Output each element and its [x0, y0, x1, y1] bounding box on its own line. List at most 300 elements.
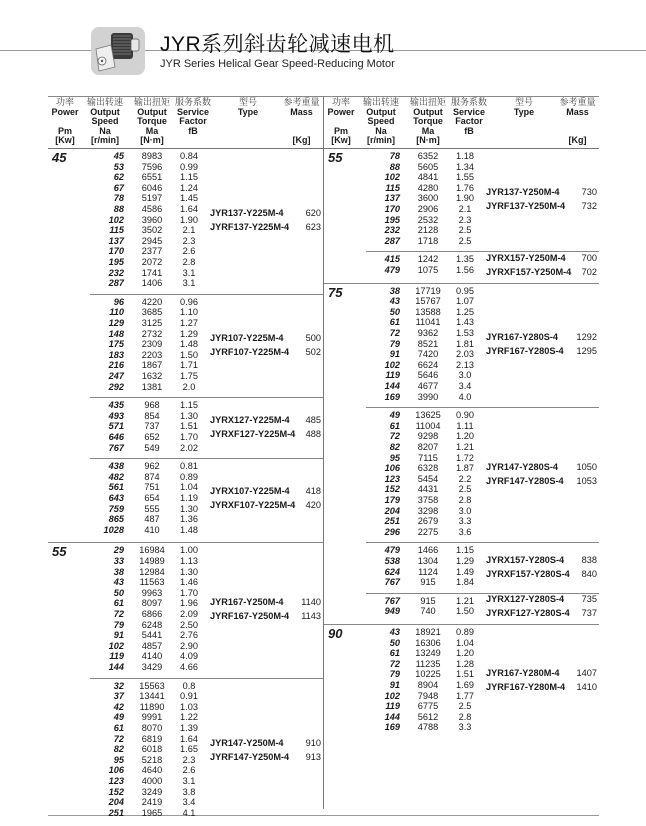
output-speed: 643	[108, 492, 124, 503]
output-speed: 415	[384, 254, 400, 265]
table-row	[324, 215, 484, 226]
table-row	[48, 193, 208, 204]
output-speed: 296	[384, 526, 400, 537]
service-factor: 4.0	[458, 391, 472, 402]
output-speed: 61	[389, 648, 400, 659]
model-mass: 500	[305, 332, 321, 343]
table-row	[48, 662, 208, 673]
output-torque: 8983	[141, 151, 163, 161]
service-factor: 1.27	[180, 317, 198, 328]
output-speed: 50	[113, 587, 124, 598]
model-group-rows	[324, 545, 484, 587]
column-header-en: Output	[137, 106, 167, 117]
output-speed: 170	[108, 246, 124, 257]
service-factor: 1.55	[456, 172, 474, 183]
model-mass: 1410	[576, 682, 597, 692]
output-torque: 6352	[417, 151, 439, 161]
service-factor: 1.15	[456, 545, 474, 556]
output-speed: 102	[384, 172, 400, 183]
table-row	[324, 463, 484, 474]
service-factor: 2.3	[182, 235, 196, 246]
service-factor: 3.4	[182, 797, 196, 808]
table-row	[324, 627, 484, 638]
column-header	[358, 98, 404, 146]
model-mass: 485	[305, 414, 321, 425]
model-entry	[210, 609, 323, 623]
output-torque: 737	[144, 421, 160, 432]
column-header-cn: 型号	[514, 97, 533, 107]
output-speed: 144	[384, 380, 400, 391]
service-factor: 4.66	[180, 661, 198, 672]
output-torque: 8070	[141, 722, 163, 733]
model-entry	[210, 498, 323, 512]
service-factor: 1.07	[456, 296, 474, 307]
table-row	[48, 268, 208, 279]
service-factor: 1.21	[456, 441, 474, 452]
output-speed: 169	[384, 722, 400, 733]
model-mass: 420	[305, 500, 321, 511]
output-torque: 549	[144, 442, 160, 453]
column-header-unit: [Kw]	[55, 135, 75, 146]
output-torque: 1242	[417, 254, 439, 265]
model-mass: 1143	[301, 611, 321, 621]
output-torque: 9298	[417, 431, 439, 442]
output-torque: 874	[144, 471, 160, 482]
model-group-rule	[90, 678, 323, 679]
table-row	[48, 236, 208, 247]
output-speed: 78	[389, 151, 400, 161]
output-speed: 148	[108, 328, 124, 339]
service-factor: 2.1	[458, 203, 472, 214]
service-factor: 0.8	[182, 680, 196, 691]
table-row	[324, 516, 484, 527]
output-torque: 5197	[141, 193, 163, 204]
column-header	[48, 98, 82, 146]
model-mass: 1140	[301, 597, 321, 607]
model-entry	[210, 736, 323, 750]
output-torque: 410	[144, 524, 160, 535]
service-factor: 3.1	[182, 267, 196, 278]
output-torque: 5218	[141, 754, 163, 765]
page-subtitle: JYR Series Helical Gear Speed-Reducing Motor	[160, 58, 395, 70]
table-row	[48, 755, 208, 766]
model-mass: 1407	[576, 668, 597, 678]
service-factor: 2.5	[458, 225, 472, 236]
service-factor: 0.81	[180, 461, 198, 472]
service-factor: 1.81	[456, 338, 474, 349]
column-header-en: Mass	[566, 106, 589, 117]
table-row	[48, 712, 208, 723]
output-speed: 538	[384, 555, 400, 566]
column-header-cn: 型号	[238, 97, 257, 107]
model-mass: 910	[305, 737, 321, 748]
output-speed: 61	[113, 598, 124, 609]
model-type: JYRX127-Y225M-4	[210, 414, 290, 425]
output-speed: 106	[108, 765, 124, 776]
output-speed: 102	[384, 359, 400, 370]
output-speed: 43	[113, 577, 124, 588]
output-speed: 32	[113, 680, 124, 691]
output-speed: 62	[113, 172, 124, 183]
output-speed: 43	[389, 296, 400, 307]
service-factor: 3.3	[458, 722, 472, 733]
service-factor: 4.1	[182, 807, 196, 818]
model-type: JYR167-Y280S-4	[486, 331, 559, 342]
output-speed: 72	[389, 658, 400, 669]
model-group-rows	[324, 627, 484, 733]
service-factor: 1.96	[180, 598, 198, 609]
model-group-rows	[48, 461, 208, 535]
output-torque: 1718	[417, 235, 439, 246]
output-speed: 61	[113, 722, 124, 733]
table-row	[324, 183, 484, 194]
service-factor: 1.69	[456, 679, 474, 690]
table-row	[324, 722, 484, 733]
output-torque: 15767	[415, 296, 441, 307]
table-row	[48, 461, 208, 472]
service-factor: 1.50	[456, 606, 474, 617]
table-row	[48, 691, 208, 702]
table-row	[324, 410, 484, 421]
output-speed: 106	[384, 463, 400, 474]
table-row	[48, 421, 208, 432]
model-entry	[486, 251, 599, 265]
column-header-symbol: Ma	[145, 125, 159, 136]
service-factor: 2.09	[180, 608, 198, 619]
output-speed: 129	[108, 317, 124, 328]
output-speed: 115	[385, 182, 400, 193]
service-factor: 2.03	[456, 349, 474, 360]
table-row	[48, 808, 208, 819]
column-header-en: Output	[366, 106, 396, 117]
output-speed: 767	[384, 577, 400, 588]
column-header-en: Output	[90, 106, 120, 117]
table-row	[324, 317, 484, 328]
table-row	[48, 225, 208, 236]
output-speed: 45	[113, 151, 124, 161]
output-speed: 102	[108, 640, 124, 651]
table-row	[48, 577, 208, 588]
output-speed: 119	[385, 370, 400, 381]
table-row	[324, 567, 484, 578]
table-row	[48, 339, 208, 350]
service-factor: 1.18	[456, 151, 474, 161]
column-header-en: Power	[327, 106, 355, 117]
model-group-rows	[324, 151, 484, 246]
column-header	[218, 98, 278, 136]
service-factor: 3.0	[458, 505, 472, 516]
output-speed: 50	[389, 306, 400, 317]
model-mass: 735	[581, 594, 597, 605]
output-speed: 91	[113, 630, 124, 641]
output-speed: 232	[384, 225, 400, 236]
column-header-cn: 服务系数	[174, 97, 211, 107]
table-row	[324, 638, 484, 649]
service-factor: 2.0	[182, 381, 196, 392]
output-speed: 479	[384, 264, 400, 275]
model-mass: 730	[581, 186, 597, 197]
output-speed: 251	[108, 807, 124, 818]
service-factor: 3.8	[182, 786, 196, 797]
service-factor: 0.91	[180, 691, 198, 702]
output-speed: 91	[389, 349, 400, 360]
model-entry	[486, 567, 599, 581]
column-header-cn: 服务系数	[450, 97, 487, 107]
model-group-rows	[324, 286, 484, 403]
output-torque: 17719	[415, 285, 441, 296]
model-type: JYRXF157-Y280S-4	[486, 568, 570, 579]
table-row	[324, 442, 484, 453]
model-group-rows	[48, 681, 208, 819]
service-factor: 1.39	[180, 722, 198, 733]
output-torque: 968	[144, 400, 160, 411]
column-header	[556, 98, 599, 146]
output-speed: 175	[108, 339, 124, 350]
model-type: JYR167-Y280M-4	[486, 668, 560, 678]
output-torque: 3960	[141, 214, 163, 225]
service-factor: 2.13	[456, 359, 474, 370]
model-mass: 732	[581, 200, 597, 211]
column-header	[324, 98, 358, 146]
output-speed: 49	[113, 712, 124, 723]
model-mass: 620	[305, 207, 321, 218]
model-entry	[486, 606, 599, 620]
output-torque: 2679	[417, 516, 439, 527]
service-factor: 1.25	[456, 306, 474, 317]
table-row	[324, 236, 484, 247]
output-torque: 751	[144, 482, 160, 493]
service-factor: 3.1	[182, 775, 196, 786]
table-row	[324, 307, 484, 318]
output-speed: 292	[108, 381, 124, 392]
table-row	[324, 648, 484, 659]
model-mass: 702	[581, 267, 597, 277]
service-factor: 2.5	[458, 701, 472, 712]
output-torque: 8097	[141, 598, 163, 609]
table-row	[48, 278, 208, 289]
model-entry	[486, 474, 599, 488]
output-torque: 1075	[417, 264, 439, 275]
output-speed: 38	[389, 285, 400, 296]
table-row	[324, 577, 484, 588]
table-row	[48, 609, 208, 620]
output-torque: 5605	[417, 161, 439, 172]
model-mass: 840	[581, 568, 597, 579]
table-row	[324, 370, 484, 381]
model-entry	[486, 330, 599, 344]
output-torque: 2203	[141, 349, 163, 360]
table-row	[48, 723, 208, 734]
service-factor: 1.15	[180, 400, 198, 411]
power-group-rule	[48, 542, 323, 543]
model-group-rule	[90, 294, 323, 295]
service-factor: 1.04	[456, 637, 474, 648]
service-factor: 2.02	[180, 442, 198, 453]
service-factor: 1.24	[180, 182, 198, 193]
column-header	[450, 98, 488, 136]
table-row	[48, 787, 208, 798]
model-type: JYRF147-Y280S-4	[486, 475, 564, 486]
output-torque: 3429	[141, 661, 163, 672]
output-torque: 962	[144, 461, 160, 472]
table-row	[324, 151, 484, 162]
column-header-symbol	[494, 127, 554, 137]
output-torque: 7948	[417, 690, 439, 701]
output-speed: 110	[109, 307, 124, 318]
column-header-symbol	[218, 127, 278, 137]
output-speed: 287	[384, 235, 400, 246]
service-factor: 1.65	[180, 744, 198, 755]
output-speed: 79	[389, 669, 400, 680]
table-row	[48, 472, 208, 483]
output-speed: 183	[108, 349, 124, 360]
model-type: JYR167-Y250M-4	[210, 597, 284, 607]
model-group-rows	[48, 297, 208, 392]
table-row	[48, 183, 208, 194]
table-row	[324, 328, 484, 339]
table-row	[324, 225, 484, 236]
table-row	[48, 297, 208, 308]
service-factor: 1.46	[180, 577, 198, 588]
column-header-symbol: fB	[464, 125, 474, 136]
table-row	[324, 606, 484, 617]
output-speed: 144	[108, 661, 124, 672]
service-factor: 2.1	[182, 225, 196, 236]
model-type: JYRXF157-Y250M-4	[486, 267, 572, 277]
output-torque: 7115	[418, 452, 438, 463]
output-torque: 16306	[415, 637, 441, 648]
service-factor: 1.75	[180, 370, 198, 381]
column-header-unit: [N·m]	[416, 135, 440, 146]
gear-motor-image	[91, 27, 145, 75]
model-type: JYRF167-Y280S-4	[486, 345, 564, 356]
table-row	[48, 545, 208, 556]
output-speed: 88	[389, 161, 400, 172]
output-torque: 14989	[139, 555, 165, 566]
model-group-rows	[48, 545, 208, 672]
table-row	[48, 651, 208, 662]
output-torque: 2128	[417, 225, 439, 236]
model-mass: 838	[581, 554, 597, 565]
service-factor: 1.43	[456, 317, 474, 328]
model-list	[486, 553, 599, 581]
table-row	[324, 392, 484, 403]
table-row	[48, 493, 208, 504]
service-factor: 2.8	[182, 256, 196, 267]
output-torque: 915	[420, 577, 436, 588]
column-header-cn: 参考重量	[559, 97, 596, 107]
model-entry	[210, 220, 323, 234]
table-row	[324, 484, 484, 495]
column-header	[174, 98, 212, 136]
service-factor: 2.50	[180, 619, 198, 630]
output-torque: 6328	[417, 463, 439, 474]
output-torque: 1741	[141, 267, 163, 278]
model-entry	[210, 484, 323, 498]
model-mass: 913	[305, 751, 321, 762]
column-header-en: Speed	[91, 116, 119, 127]
table-row	[324, 339, 484, 350]
table-row	[48, 151, 208, 162]
table-row	[48, 443, 208, 454]
output-torque: 3600	[417, 193, 439, 204]
output-speed: 170	[384, 203, 400, 214]
model-group-rows	[48, 151, 208, 289]
model-list	[210, 736, 323, 764]
table-row	[48, 734, 208, 745]
model-entry	[210, 345, 323, 359]
service-factor: 0.96	[180, 296, 198, 307]
output-torque: 4677	[417, 380, 439, 391]
output-speed: 759	[108, 503, 124, 514]
column-header	[128, 98, 176, 146]
service-factor: 1.90	[180, 214, 198, 225]
service-factor: 1.30	[180, 503, 198, 514]
model-list	[210, 206, 323, 234]
service-factor: 1.76	[456, 182, 474, 193]
output-speed: 82	[389, 441, 400, 452]
table-row	[48, 598, 208, 609]
output-torque: 740	[420, 606, 436, 617]
column-header-cn: 参考重量	[283, 97, 320, 107]
table-row	[48, 744, 208, 755]
output-speed: 72	[389, 327, 400, 338]
output-torque: 4586	[141, 203, 163, 214]
table-row	[324, 349, 484, 360]
output-speed: 79	[113, 619, 124, 630]
output-speed: 169	[384, 391, 400, 402]
table-row	[324, 659, 484, 670]
output-speed: 624	[384, 566, 400, 577]
table-row	[48, 215, 208, 226]
table-row	[324, 204, 484, 215]
output-torque: 6866	[141, 608, 163, 619]
output-torque: 4280	[417, 182, 439, 193]
output-torque: 7596	[141, 161, 163, 172]
service-factor: 2.5	[458, 235, 472, 246]
model-type: JYR137-Y250M-4	[486, 186, 560, 197]
output-speed: 91	[389, 679, 400, 690]
output-speed: 646	[108, 431, 124, 442]
model-mass: 502	[305, 346, 321, 357]
output-torque: 18921	[415, 627, 441, 637]
output-torque: 1632	[141, 370, 163, 381]
power-group-rule	[324, 624, 599, 625]
service-factor: 2.3	[182, 754, 196, 765]
output-speed: 571	[108, 421, 124, 432]
output-speed: 1028	[103, 524, 124, 535]
output-speed: 493	[108, 410, 124, 421]
output-speed: 102	[108, 214, 124, 225]
output-torque: 2945	[141, 235, 163, 246]
output-speed: 95	[389, 452, 400, 463]
output-speed: 204	[108, 797, 124, 808]
model-list	[210, 484, 323, 512]
power-value: 55	[52, 544, 67, 560]
output-torque: 4640	[141, 765, 163, 776]
output-torque: 1466	[417, 545, 439, 556]
table-row	[48, 246, 208, 257]
output-speed: 50	[389, 637, 400, 648]
column-header-unit: [r/min]	[367, 135, 395, 146]
column-header-en: Type	[513, 106, 535, 117]
table-row	[324, 701, 484, 712]
table-row	[48, 504, 208, 515]
model-entry	[210, 595, 323, 609]
service-factor: 1.19	[180, 492, 198, 503]
output-torque: 2419	[141, 797, 163, 808]
output-torque: 4000	[141, 775, 163, 786]
